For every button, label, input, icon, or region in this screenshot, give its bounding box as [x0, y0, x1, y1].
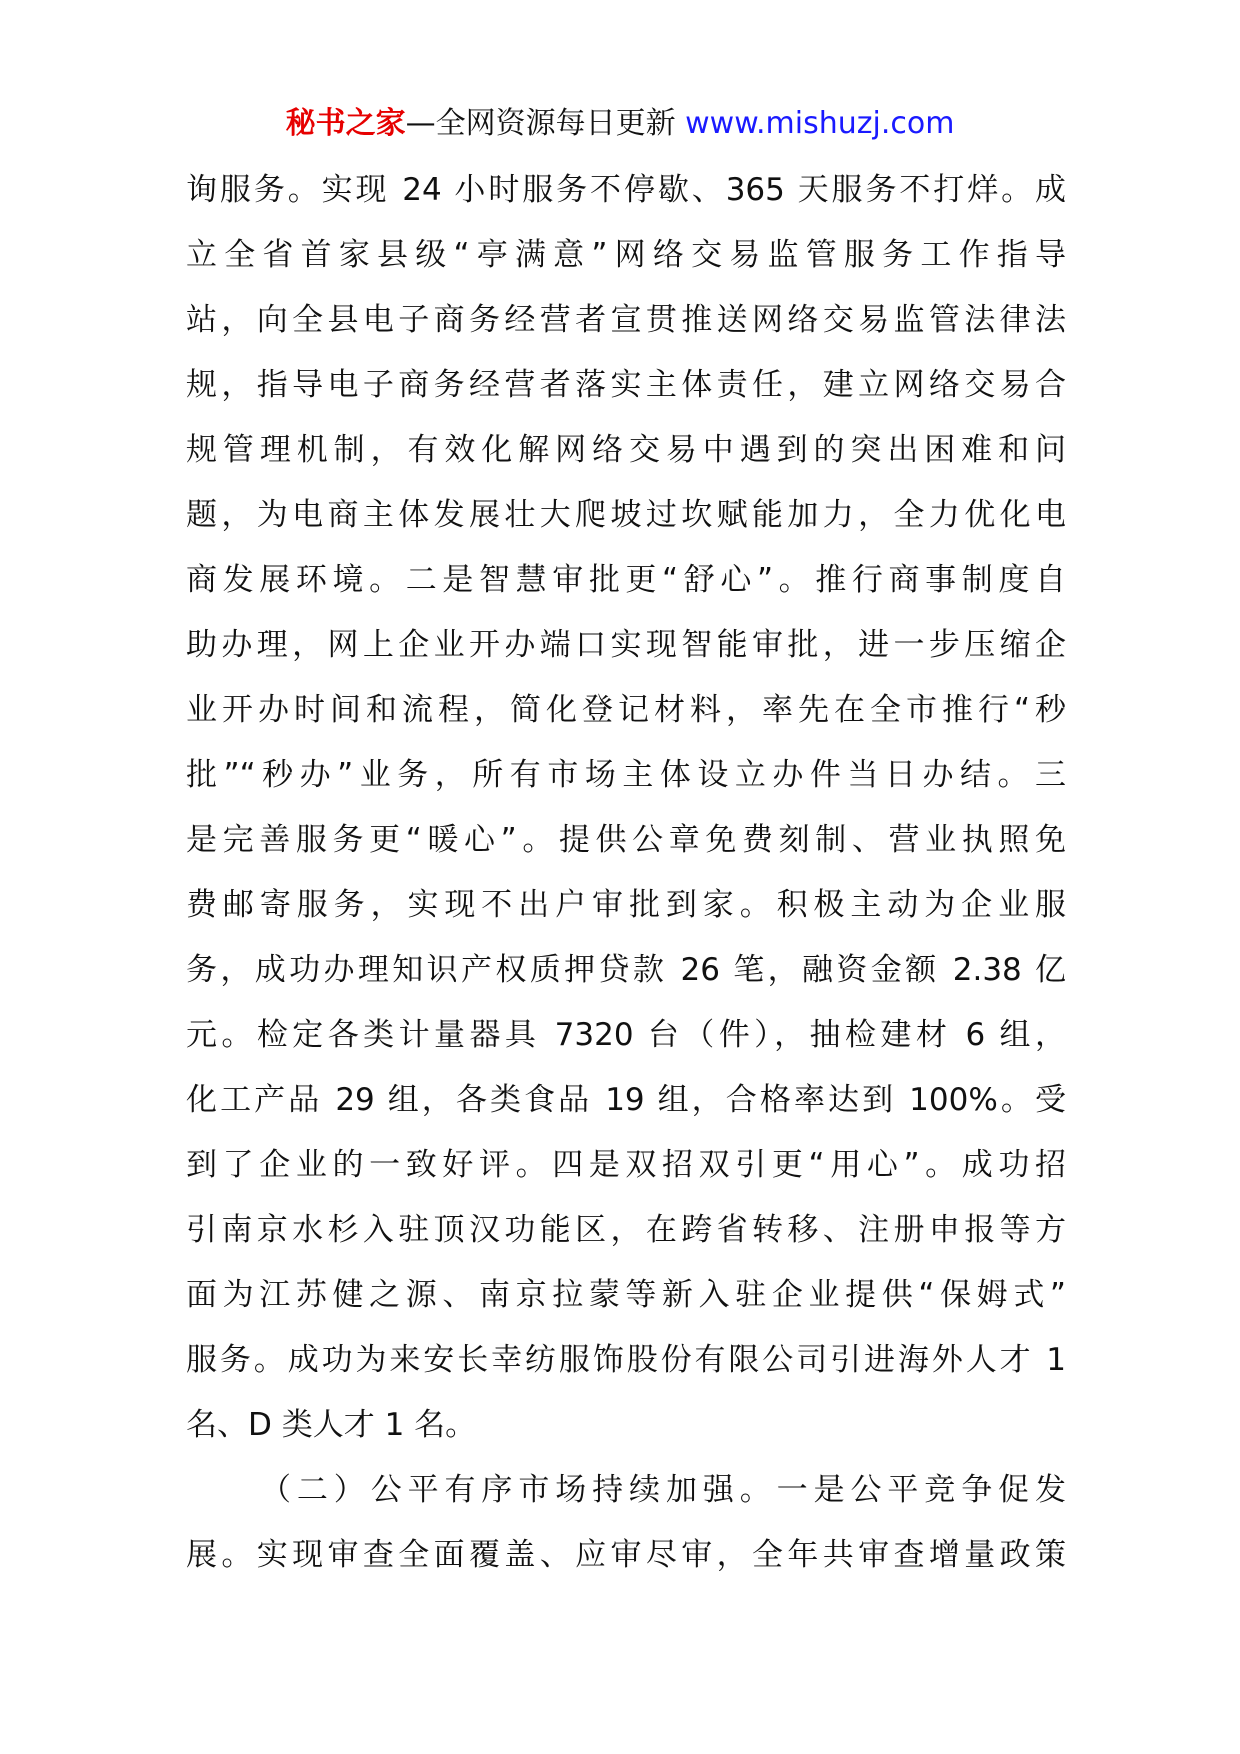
section-heading-line: （二）公平有序市场持续加强。一是公平竞争促发: [260, 1472, 1066, 1508]
text-line: 面为江苏健之源、南京拉蒙等新入驻企业提供“保姆式”: [186, 1277, 1066, 1313]
text-line: 商发展环境。二是智慧审批更“舒心”。推行商事制度自: [186, 562, 1066, 598]
text-line: 服务。成功为来安长幸纺服饰股份有限公司引进海外人才 1: [186, 1342, 1066, 1378]
text-line: 规，指导电子商务经营者落实主体责任，建立网络交易合: [186, 367, 1066, 403]
text-line: 站，向全县电子商务经营者宣贯推送网络交易监管法律法: [186, 302, 1066, 338]
text-line: 助办理，网上企业开办端口实现智能审批，进一步压缩企: [186, 627, 1066, 663]
header-tagline: —全网资源每日更新: [405, 106, 676, 141]
text-line: 是完善服务更“暖心”。提供公章免费刻制、营业执照免: [186, 822, 1066, 858]
paragraph-end-line: 名、D 类人才 1 名。: [186, 1407, 477, 1443]
text-line: 展。实现审查全面覆盖、应审尽审，全年共审查增量政策: [186, 1537, 1066, 1573]
text-line: 到了企业的一致好评。四是双招双引更“用心”。成功招: [186, 1147, 1066, 1183]
text-line: 批”“秒办”业务，所有市场主体设立办件当日办结。三: [186, 757, 1066, 793]
page-header: [0, 102, 1240, 146]
text-line: 元。检定各类计量器具 7320 台（件），抽检建材 6 组，: [186, 1017, 1066, 1053]
text-line: 立全省首家县级“亭满意”网络交易监管服务工作指导: [186, 237, 1066, 273]
text-line: 化工产品 29 组，各类食品 19 组，合格率达到 100%。受: [186, 1082, 1066, 1118]
header-brand: 秘书之家: [285, 106, 406, 141]
text-line: 务，成功办理知识产权质押贷款 26 笔，融资金额 2.38 亿: [186, 952, 1066, 988]
document-body: [186, 158, 1066, 1588]
text-line: 费邮寄服务，实现不出户审批到家。积极主动为企业服: [186, 887, 1066, 923]
text-line: 规管理机制，有效化解网络交易中遇到的突出困难和问: [186, 432, 1066, 468]
text-line: 引南京水杉入驻顶汉功能区，在跨省转移、注册申报等方: [186, 1212, 1066, 1248]
text-line: 业开办时间和流程，简化登记材料，率先在全市推行“秒: [186, 692, 1066, 728]
text-line: 询服务。实现 24 小时服务不停歇、365 天服务不打烊。成: [186, 172, 1066, 208]
header-url-link[interactable]: www.mishuzj.com: [685, 106, 955, 141]
text-line: 题，为电商主体发展壮大爬坡过坎赋能加力，全力优化电: [186, 497, 1066, 533]
